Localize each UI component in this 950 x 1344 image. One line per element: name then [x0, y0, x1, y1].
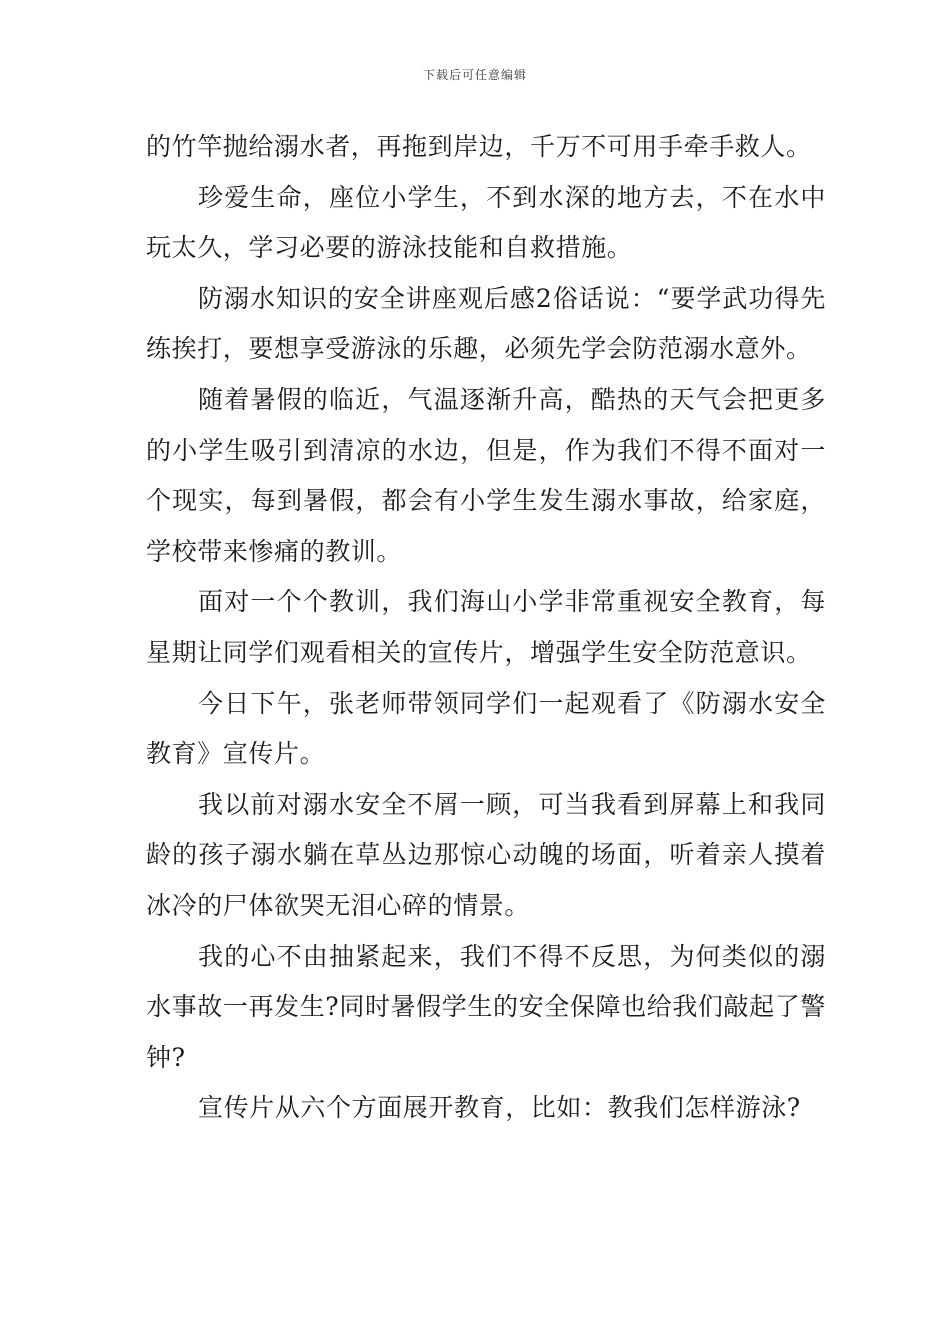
paragraph-film-scene: 我以前对溺水安全不屑一顾，可当我看到屏幕上和我同龄的孩子溺水躺在草丛边那惊心动魄的场面，听着亲人摸着冰冷的尸体欲哭无泪心碎的情景。: [146, 789, 826, 920]
paragraph-school-education: 面对一个个教训，我们海山小学非常重视安全教育，每星期让同学们观看相关的宣传片，增强学生安全防范意识。: [146, 587, 826, 667]
paragraph-summer-danger: 随着暑假的临近，气温逐渐升高，酷热的天气会把更多的小学生吸引到清凉的水边，但是，作为我们不得不面对一个现实，每到暑假，都会有小学生发生溺水事故，给家庭，学校带来惨痛的教训。: [146, 384, 826, 566]
paragraph-afternoon-film: 今日下午，张老师带领同学们一起观看了《防溺水安全教育》宣传片。: [146, 688, 826, 769]
document-body: [146, 122, 826, 1134]
page-header-note: 下载后可任意编辑: [422, 68, 527, 82]
paragraph-lecture-intro: 防溺水知识的安全讲座观后感2俗话说：“要学武功得先练挨打，要想享受游泳的乐趣，必须先学会防范溺水意外。: [146, 283, 826, 364]
paragraph-six-aspects: 宣传片从六个方面展开教育，比如：教我们怎样游泳?: [198, 1093, 801, 1123]
paragraph-cherish-life: 珍爱生命，座位小学生，不到水深的地方去，不在水中玩太久，学习必要的游泳技能和自救措施。: [146, 182, 826, 263]
paragraph-reflection: 我的心不由抽紧起来，我们不得不反思，为何类似的溺水事故一再发生?同时暑假学生的安全保障也给我们敲起了警钟?: [146, 941, 826, 1072]
paragraph-rescue-tip: 的竹竿抛给溺水者，再拖到岸边，千万不可用手牵手救人。: [146, 132, 812, 161]
